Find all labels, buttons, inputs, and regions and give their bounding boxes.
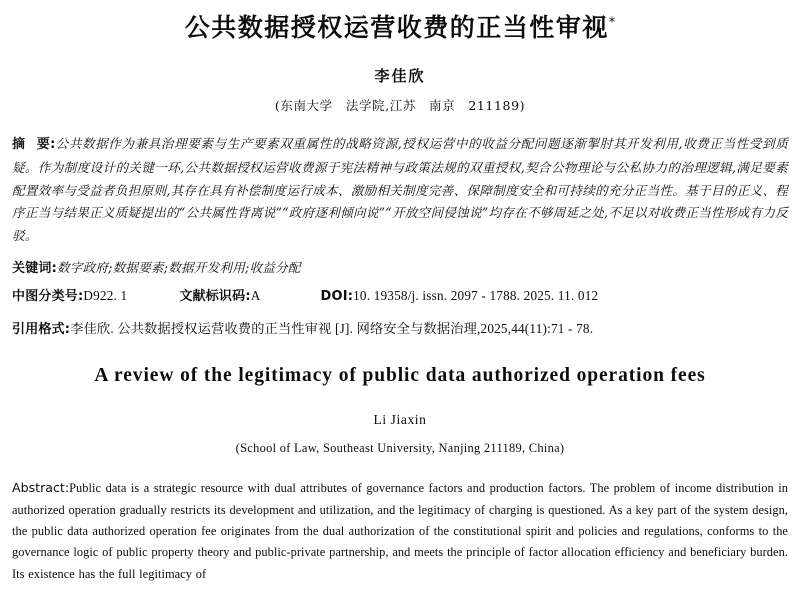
- cn-abstract-body: 公共数据作为兼具治理要素与生产要素双重属性的战略资源,授权运营中的收益分配问题逐渐掣肘其开发利用,收费正当性受到质疑。作为制度设计的关键一环,公共数据授权运营收费源于宪法精神与政策法规的双重授权,契合公物理论与公私协力的治理逻辑,满足要素配置效率与受益者负担原则,其存在具有补偿制度运行成本、激励相关制度完善、保障制度安全和可持续的充分正当性。基于目的正义、程序正当与结果正义质疑提出的“公共属性背离说”“政府逐利倾向说”“开放空间侵蚀说”均存在不够周延之处,不足以对收费正当性形成有力反驳。: [12, 136, 789, 244]
- citation-row: [12, 318, 788, 337]
- cn-abstract: [12, 133, 788, 248]
- en-affiliation: (School of Law, Southeast University, Nanjing 211189, China): [235, 441, 565, 456]
- en-abstract: [12, 477, 788, 585]
- clc-label: 中图分类号:: [12, 289, 84, 305]
- clc-value: D922. 1: [83, 288, 128, 304]
- cn-keywords-label: 关键词:: [12, 261, 57, 277]
- page-title: [12, 13, 788, 43]
- cn-keywords-values: 数字政府;数据要素;数据开发利用;收益分配: [57, 260, 301, 276]
- citation-label: 引用格式:: [12, 322, 71, 338]
- en-page-title: A review of the legitimacy of public data authorized operation fees: [94, 365, 706, 387]
- classification-row: [12, 285, 788, 304]
- document-code-label: 文献标识码:: [179, 289, 251, 305]
- en-abstract-label: Abstract:: [12, 480, 70, 496]
- title-footnote-marker: *: [608, 15, 616, 31]
- cn-abstract-label: 摘 要:: [12, 137, 56, 152]
- citation-text: 李佳欣. 公共数据授权运营收费的正当性审视 [J]. 网络安全与数据治理,2025,44(11):71 - 78.: [70, 321, 594, 337]
- en-author-name: Li Jiaxin: [373, 412, 427, 428]
- cn-affiliation: (东南大学 法学院,江苏 南京 211189): [274, 98, 526, 113]
- doi-label: DOI:: [320, 289, 354, 305]
- en-abstract-body: Public data is a strategic resource with dual attributes of governance factors and production factors. The problem of income distribution in authorized operation gradually restricts its development and utilization, and the legitimacy of charging is questioned. As a key part of the system design, the public data authorized operation fee originates from the dual authorization of the constitutional spirit and policies and regulations, conforms to the governance logic of public property theory and public-private partnership, and meets the principle of factor allocation efficiency and beneficiary burden. Its existence has the full legitimacy of: [12, 481, 789, 581]
- cn-keywords: [12, 257, 788, 276]
- doi-value: 10. 19358/j. issn. 2097 - 1788. 2025. 11. 012: [353, 288, 599, 304]
- cn-author-name: 李佳欣: [374, 67, 426, 85]
- cn-title-text: 公共数据授权运营收费的正当性审视: [184, 13, 609, 42]
- paper-page: [0, 13, 800, 613]
- document-code-value: A: [250, 288, 261, 304]
